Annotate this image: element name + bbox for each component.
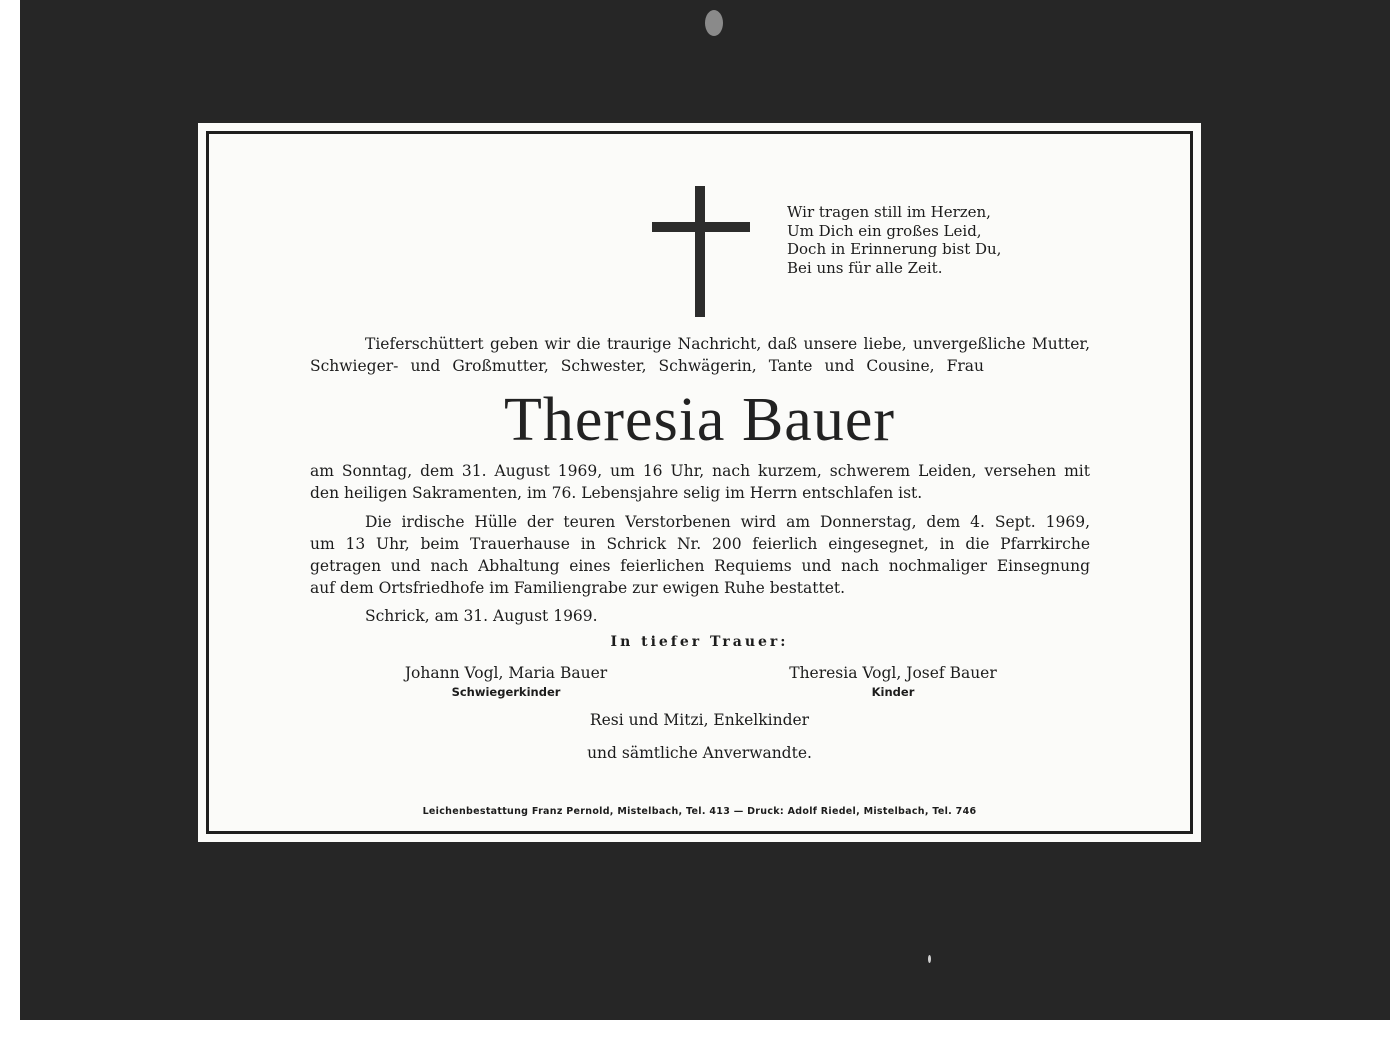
poem-line: Um Dich ein großes Leid,	[787, 221, 982, 240]
place-and-date: Schrick, am 31. August 1969.	[365, 607, 598, 625]
mourners-left-names: Johann Vogl, Maria Bauer	[404, 664, 608, 682]
death-notice-line-1: am Sonntag, dem 31. August 1969, um 16 Uhr, nach kurzem, schwerem Leiden, versehen mit	[310, 462, 1090, 480]
mourners-right-names: Theresia Vogl, Josef Bauer	[789, 664, 997, 682]
mourners-left-role: Schwiegerkinder	[451, 685, 561, 699]
funeral-notice-line-4: auf dem Ortsfriedhofe im Familiengrabe zur ewigen Ruhe bestattet.	[310, 579, 846, 597]
relatives-line: und sämtliche Anverwandte.	[587, 744, 812, 762]
funeral-notice-line-1: Die irdische Hülle der teuren Verstorbenen wird am Donnerstag, dem 4. Sept. 1969,	[365, 513, 1090, 531]
grandchildren-line: Resi und Mitzi, Enkelkinder	[589, 711, 810, 729]
paper-speck	[928, 955, 931, 963]
mourners-left	[366, 664, 646, 699]
memorial-poem	[787, 203, 1001, 277]
poem-line: Bei uns für alle Zeit.	[787, 258, 943, 277]
mourners-right	[753, 664, 1033, 699]
deceased-name: Theresia Bauer	[504, 386, 895, 454]
funeral-notice-line-3: getragen und nach Abhaltung eines feierlichen Requiems und nach nochmaliger Einsegnung	[310, 557, 1090, 575]
mourners-right-role: Kinder	[871, 685, 915, 699]
cross-icon-horizontal-bar	[652, 222, 750, 232]
intro-line-1: Tieferschüttert geben wir die traurige Nachricht, daß unsere liebe, unvergeßliche Mutter,	[365, 335, 1090, 353]
cross-icon-vertical-bar	[695, 186, 705, 317]
intro-line-2: Schwieger- und Großmutter, Schwester, Schwägerin, Tante und Cousine, Frau	[310, 357, 984, 375]
death-notice-line-2: den heiligen Sakramenten, im 76. Lebensjahre selig im Herrn entschlafen ist.	[310, 484, 923, 502]
funeral-notice-line-2: um 13 Uhr, beim Trauerhause in Schrick Nr. 200 feierlich eingesegnet, in die Pfarrkirche	[310, 535, 1090, 553]
mourning-heading: In tiefer Trauer:	[610, 634, 789, 650]
printer-footer: Leichenbestattung Franz Pernold, Mistelbach, Tel. 413 — Druck: Adolf Riedel, Mistelbach, Tel. 746	[422, 806, 977, 817]
poem-line: Doch in Erinnerung bist Du,	[787, 240, 1002, 258]
obituary-card	[198, 123, 1201, 842]
paper-damage-spot	[705, 10, 723, 36]
poem-line: Wir tragen still im Herzen,	[787, 203, 991, 221]
